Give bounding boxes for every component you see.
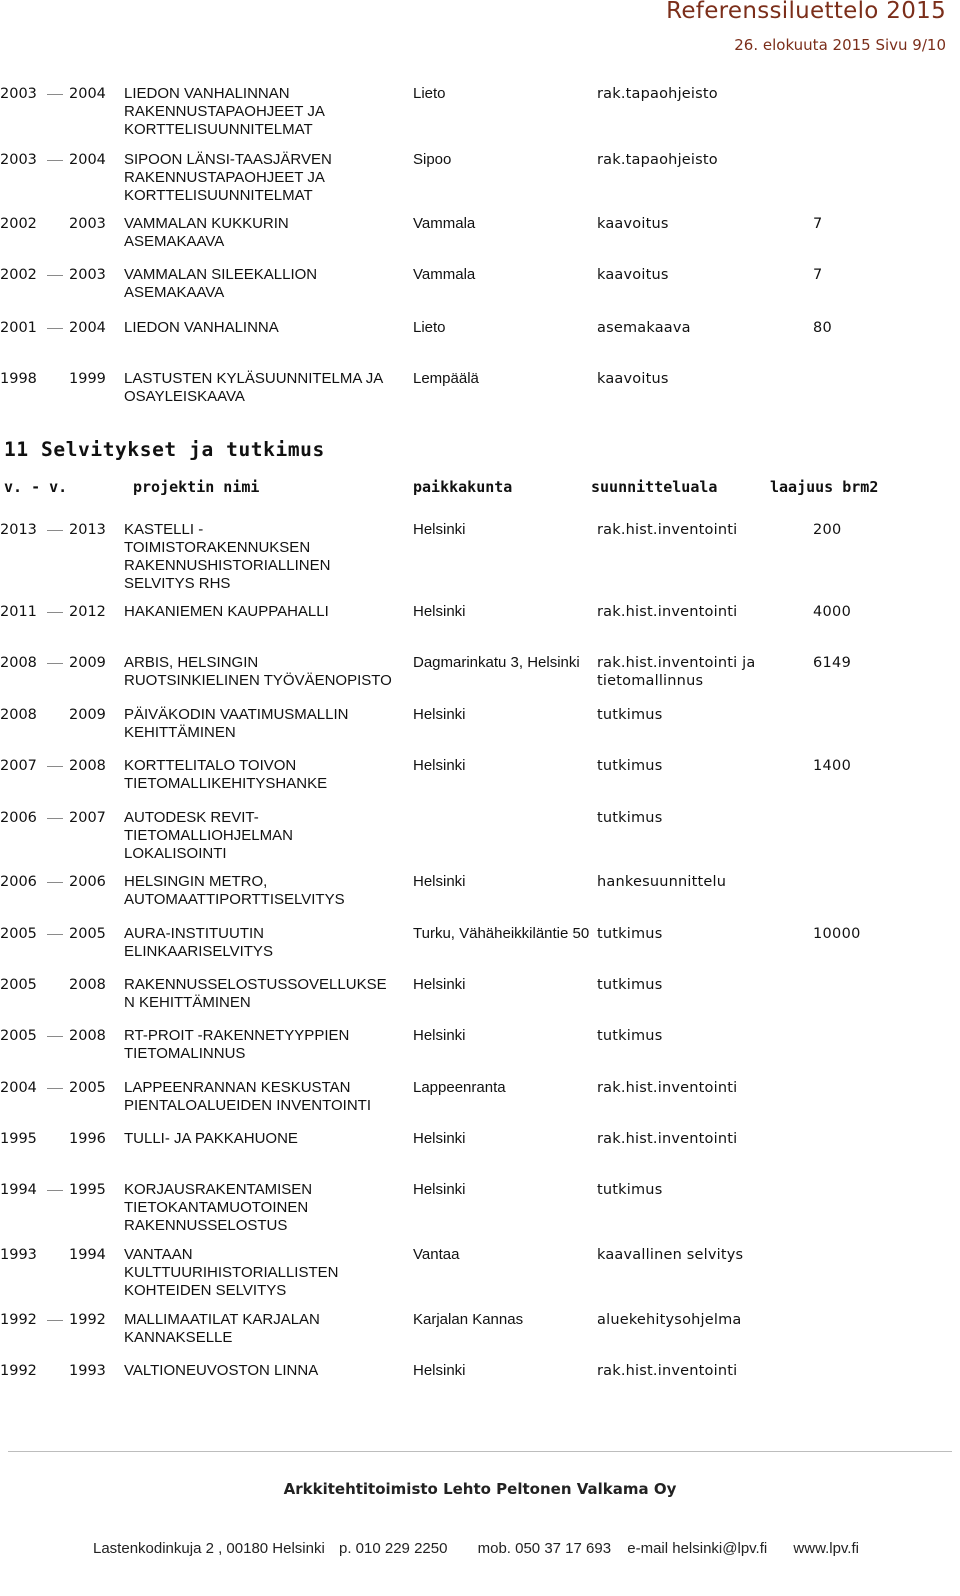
column-header-location: paikkakunta [413,478,513,496]
project-name-line: RAKENNUSTAPAOHJEET JA [124,169,325,186]
scope-brm2: 4000 [813,604,852,620]
start-year: 2005 [0,926,37,942]
project-location: Helsinki [413,757,466,774]
scope-brm2: 200 [813,522,842,538]
project-location: Vammala [413,266,476,283]
project-name-line: RT-PROIT -RAKENNETYYPPIEN [124,1027,350,1044]
project-name [124,521,409,593]
project-location: Lempäälä [413,370,479,387]
end-year: 2004 [69,320,106,336]
design-field: rak.hist.inventointi [597,604,738,620]
project-name-line: PIENTALOALUEIDEN INVENTOINTI [124,1097,371,1114]
end-year: 2013 [69,522,106,538]
project-name-line: HELSINGIN METRO, [124,873,268,890]
project-name-line: KANNAKSELLE [124,1329,233,1346]
project-name-line: KASTELLI - [124,521,204,538]
document-date-page: 26. elokuuta 2015 Sivu 9/10 [734,36,946,54]
start-year: 1992 [0,1363,37,1379]
project-name-line: TIETOMALLIOHJELMAN [124,827,293,844]
project-location: Helsinki [413,1027,466,1044]
project-name [124,370,409,406]
project-name [124,706,409,742]
project-location: Lieto [413,319,446,336]
project-name-line: AUTOMAATTIPORTTISELVITYS [124,891,345,908]
design-field: asemakaava [597,320,691,336]
design-field: rak.hist.inventointi [597,1131,738,1147]
year-range-dash [47,934,63,935]
project-name [124,809,409,863]
column-header-project-name: projektin nimi [133,478,260,496]
project-name [124,215,409,251]
end-year: 2003 [69,216,106,232]
project-name-line: N KEHITTÄMINEN [124,994,251,1011]
year-range-dash [47,1036,63,1037]
scope-brm2: 7 [813,267,823,283]
end-year: 2012 [69,604,106,620]
end-year: 2008 [69,977,106,993]
footer-website[interactable]: www.lpv.fi [793,1540,859,1557]
start-year: 2001 [0,320,37,336]
end-year: 1996 [69,1131,106,1147]
footer-address: Lastenkodinkuja 2 , 00180 Helsinki [93,1540,325,1557]
project-name [124,1027,409,1063]
design-field: kaavoitus [597,267,669,283]
project-name-line: TIETOMALINNUS [124,1045,246,1062]
scope-brm2: 6149 [813,655,852,671]
start-year: 2006 [0,874,37,890]
design-field: rak.hist.inventointi [597,522,738,538]
project-name-line: ASEMAKAAVA [124,233,225,250]
project-location: Dagmarinkatu 3, Helsinki [413,654,580,671]
footer-email: e-mail helsinki@lpv.fi [627,1540,768,1557]
year-range-dash [47,530,63,531]
end-year: 2004 [69,86,106,102]
end-year: 2003 [69,267,106,283]
project-name-line: RAKENNUSSELOSTUS [124,1217,288,1234]
start-year: 2008 [0,707,37,723]
start-year: 2006 [0,810,37,826]
project-name-line: AURA-INSTITUUTIN [124,925,264,942]
start-year: 2002 [0,216,37,232]
start-year: 2003 [0,152,37,168]
year-range-dash [47,275,63,276]
project-name-line: OSAYLEISKAAVA [124,388,245,405]
project-name [124,85,409,139]
project-name-line: RAKENNUSTAPAOHJEET JA [124,103,325,120]
project-name-line: SIPOON LÄNSI-TAASJÄRVEN [124,151,332,168]
project-name [124,757,409,793]
footer-mobile: mob. 050 37 17 693 [477,1540,612,1557]
project-name-line: VANTAAN [124,1246,193,1263]
end-year: 2004 [69,152,106,168]
project-name-line: KORJAUSRAKENTAMISEN [124,1181,313,1198]
end-year: 2009 [69,655,106,671]
footer-divider [8,1451,952,1452]
design-field: rak.hist.inventointi [597,1363,738,1379]
design-field: tutkimus [597,977,663,993]
project-name-line: ASEMAKAAVA [124,284,225,301]
project-name [124,1311,409,1347]
start-year: 2003 [0,86,37,102]
project-name [124,151,409,205]
project-name-line: LOKALISOINTI [124,845,227,862]
project-name [124,1362,409,1380]
year-range-dash [47,818,63,819]
project-location: Helsinki [413,1362,466,1379]
end-year: 2008 [69,758,106,774]
project-name-line: TULLI- JA PAKKAHUONE [124,1130,298,1147]
project-name-line: TIETOKANTAMUOTOINEN [124,1199,309,1216]
year-range-dash [47,663,63,664]
year-range-dash [47,94,63,95]
year-range-dash [47,882,63,883]
project-name-line: AUTODESK REVIT- [124,809,259,826]
year-range-dash [47,766,63,767]
end-year: 2007 [69,810,106,826]
end-year: 2006 [69,874,106,890]
design-field: tutkimus [597,707,663,723]
start-year: 2007 [0,758,37,774]
end-year: 1999 [69,371,106,387]
start-year: 1998 [0,371,37,387]
year-range-dash [47,1190,63,1191]
project-name-line: TIETOMALLIKEHITYSHANKE [124,775,328,792]
project-name-line: VALTIONEUVOSTON LINNA [124,1362,319,1379]
project-name [124,873,409,909]
design-field: tutkimus [597,1028,663,1044]
column-header-years: v. - v. [4,478,68,496]
project-name-line: LIEDON VANHALINNAN [124,85,290,102]
project-name [124,1246,409,1300]
start-year: 2005 [0,1028,37,1044]
project-location: Helsinki [413,976,466,993]
project-name-line: ELINKAARISELVITYS [124,943,273,960]
project-location: Helsinki [413,521,466,538]
project-name-line: KEHITTÄMINEN [124,724,236,741]
footer-phone: p. 010 229 2250 [339,1540,448,1557]
project-name-line: TOIMISTORAKENNUKSEN [124,539,311,556]
design-field: aluekehitysohjelma [597,1312,742,1328]
scope-brm2: 7 [813,216,823,232]
project-location: Helsinki [413,706,466,723]
project-name [124,654,409,690]
start-year: 2008 [0,655,37,671]
project-location: Turku, Vähäheikkiläntie 50 [413,925,590,942]
design-field: tutkimus [597,1182,663,1198]
start-year: 2002 [0,267,37,283]
project-location: Sipoo [413,151,452,168]
project-name-line: RAKENNUSSELOSTUSSOVELLUKSE [124,976,387,993]
year-range-dash [47,1088,63,1089]
design-field: kaavoitus [597,371,669,387]
project-name-line: SELVITYS RHS [124,575,231,592]
design-field: tutkimus [597,810,663,826]
project-location: Lieto [413,85,446,102]
project-name-line: KULTTUURIHISTORIALLISTEN [124,1264,339,1281]
project-name [124,925,409,961]
start-year: 1992 [0,1312,37,1328]
project-name-line: ARBIS, HELSINGIN [124,654,259,671]
scope-brm2: 1400 [813,758,852,774]
end-year: 1994 [69,1247,106,1263]
year-range-dash [47,1320,63,1321]
section-title: 11 Selvitykset ja tutkimus [4,438,325,461]
project-name [124,603,409,621]
design-field: kaavallinen selvitys [597,1247,744,1263]
end-year: 1992 [69,1312,106,1328]
footer-contact-line [93,1540,859,1557]
project-name-line: RUOTSINKIELINEN TYÖVÄENOPISTO [124,672,392,689]
project-location: Karjalan Kannas [413,1311,524,1328]
project-location: Vammala [413,215,476,232]
end-year: 2008 [69,1028,106,1044]
project-name [124,1181,409,1235]
design-field: rak.hist.inventointi [597,1080,738,1096]
project-name-line: PÄIVÄKODIN VAATIMUSMALLIN [124,706,349,723]
end-year: 2009 [69,707,106,723]
end-year: 2005 [69,926,106,942]
start-year: 2013 [0,522,37,538]
design-field: hankesuunnittelu [597,874,727,890]
end-year: 1995 [69,1182,106,1198]
project-location: Helsinki [413,1130,466,1147]
year-range-dash [47,328,63,329]
project-name-line: LASTUSTEN KYLÄSUUNNITELMA JA [124,370,384,387]
project-location: Lappeenranta [413,1079,506,1096]
start-year: 2004 [0,1080,37,1096]
project-name [124,1079,409,1115]
project-name-line: LIEDON VANHALINNA [124,319,279,336]
project-name-line: KORTTELITALO TOIVON [124,757,297,774]
column-header-design-field: suunnitteluala [591,478,718,496]
scope-brm2: 10000 [813,926,861,942]
document-title: Referenssiluettelo 2015 [666,0,946,24]
project-name-line: HAKANIEMEN KAUPPAHALLI [124,603,329,620]
project-name [124,976,409,1012]
footer-company-name: Arkkitehtitoimisto Lehto Peltonen Valkama Oy [283,1480,677,1498]
project-name [124,266,409,302]
design-field: kaavoitus [597,216,669,232]
project-name-line: KORTTELISUUNNITELMAT [124,121,313,138]
start-year: 1995 [0,1131,37,1147]
end-year: 2005 [69,1080,106,1096]
column-header-scope: laajuus brm2 [770,478,879,496]
project-name-line: RAKENNUSHISTORIALLINEN [124,557,331,574]
start-year: 1993 [0,1247,37,1263]
project-location: Helsinki [413,603,466,620]
project-location: Helsinki [413,873,466,890]
project-name-line: KORTTELISUUNNITELMAT [124,187,313,204]
project-name-line: LAPPEENRANNAN KESKUSTAN [124,1079,351,1096]
year-range-dash [47,160,63,161]
design-field: tutkimus [597,926,663,942]
year-range-dash [47,612,63,613]
project-name-line: VAMMALAN KUKKURIN [124,215,289,232]
design-field: tutkimus [597,758,663,774]
project-name-line: KOHTEIDEN SELVITYS [124,1282,287,1299]
project-location: Helsinki [413,1181,466,1198]
project-name [124,1130,409,1148]
start-year: 1994 [0,1182,37,1198]
start-year: 2011 [0,604,37,620]
project-name-line: VAMMALAN SILEEKALLION [124,266,318,283]
design-field: rak.tapaohjeisto [597,152,718,168]
start-year: 2005 [0,977,37,993]
design-field: rak.hist.inventointi ja tietomallinnus [597,655,756,689]
design-field: rak.tapaohjeisto [597,86,718,102]
project-location: Vantaa [413,1246,460,1263]
end-year: 1993 [69,1363,106,1379]
project-name [124,319,409,337]
project-name-line: MALLIMAATILAT KARJALAN [124,1311,320,1328]
scope-brm2: 80 [813,320,833,336]
